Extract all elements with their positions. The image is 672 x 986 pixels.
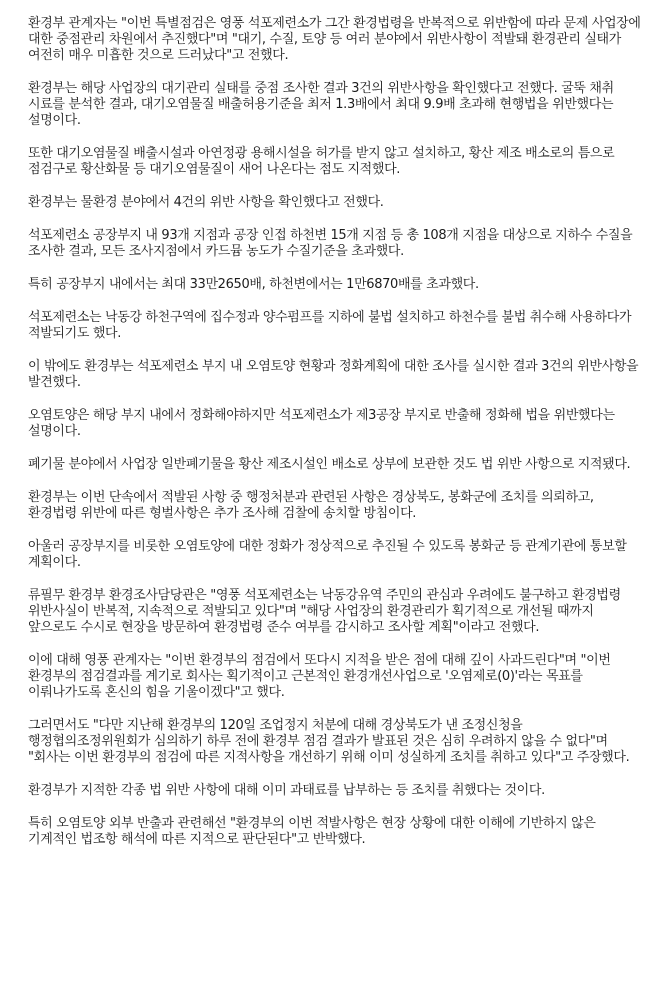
paragraph-5: 석포제련소 공장부지 내 93개 지점과 공장 인접 하천변 15개 지점 등 총 108개 지점을 대상으로 지하수 수질을 조사한 결과, 모든 조사지점에서 카드뮴 농도가 수질기준을 초과했다. xyxy=(28,228,633,259)
paragraph-14: 이에 대해 영풍 관계자는 "이번 환경부의 점검에서 또다시 지적을 받은 점에 대해 깊이 사과드린다"며 "이번 환경부의 점검결과를 계기로 회사는 획기적이고 근본적인 환경개선사업으로 '오염제로(0)'라는 목표를 이뤄나가도록 혼신의 힘을 기울이겠다"고 했다. xyxy=(28,653,611,700)
paragraph-15: 그러면서도 "다만 지난해 환경부의 120일 조업정지 처분에 대해 경상북도가 낸 조정신청을 행정협의조정위원회가 심의하기 하루 전에 환경부 점검 결과가 발표된 것은 심히 우려하지 않을 수 없다"며 "회사는 이번 환경부의 점검에 따른 지적사항을 개선하기 위해 이미 성실하게 조치를 취하고 있다"고 주장했다. xyxy=(28,718,630,765)
paragraph-3: 또한 대기오염물질 배출시설과 아연정광 용해시설을 허가를 받지 않고 설치하고, 황산 제조 배소로의 틈으로 점검구로 황산화물 등 대기오염물질이 새어 나온다는 점도 지적했다. xyxy=(28,146,615,177)
paragraph-8: 이 밖에도 환경부는 석포제련소 부지 내 오염토양 현황과 정화계획에 대한 조사를 실시한 결과 3건의 위반사항을 발견했다. xyxy=(28,359,639,390)
paragraph-16: 환경부가 지적한 각종 법 위반 사항에 대해 이미 과태료를 납부하는 등 조치를 취했다는 것이다. xyxy=(28,783,545,798)
paragraph-11: 환경부는 이번 단속에서 적발된 사항 중 행정처분과 관련된 사항은 경상북도, 봉화군에 조치를 의뢰하고, 환경법령 위반에 따른 형벌사항은 추가 조사해 검찰에 송치할 방침이다. xyxy=(28,490,594,521)
paragraph-9: 오염토양은 해당 부지 내에서 정화해야하지만 석포제련소가 제3공장 부지로 반출해 정화해 법을 위반했다는 설명이다. xyxy=(28,408,615,439)
paragraph-10: 폐기물 분야에서 사업장 일반폐기물을 황산 제조시설인 배소로 상부에 보관한 것도 법 위반 사항으로 지적됐다. xyxy=(28,457,631,472)
paragraph-17: 특히 오염토양 외부 반출과 관련해선 "환경부의 이번 적발사항은 현장 상황에 대한 이해에 기반하지 않은 기계적인 법조항 해석에 따른 지적으로 판단된다"고 반박했다. xyxy=(28,816,596,847)
paragraph-13: 류필무 환경부 환경조사담당관은 "영풍 석포제련소는 낙동강유역 주민의 관심과 우려에도 불구하고 환경법령 위반사실이 반복적, 지속적으로 적발되고 있다"며 "해당 사업장의 환경관리가 획기적으로 개선될 때까지 앞으로도 수시로 현장을 방문하여 환경법령 준수 여부를 감시하고 조사할 계획"이라고 전했다. xyxy=(28,588,621,635)
paragraph-2: 환경부는 해당 사업장의 대기관리 실태를 중점 조사한 결과 3건의 위반사항을 확인했다고 전했다. 굴뚝 채취 시료를 분석한 결과, 대기오염물질 배출허용기준을 최저 1.3배에서 최대 9.9배 초과해 현행법을 위반했다는 설명이다. xyxy=(28,81,614,128)
paragraph-4: 환경부는 물환경 분야에서 4건의 위반 사항을 확인했다고 전했다. xyxy=(28,195,384,210)
paragraph-1: 환경부 관계자는 "이번 특별점검은 영풍 석포제련소가 그간 환경법령을 반복적으로 위반함에 따라 문제 사업장에 대한 중점관리 차원에서 추진했다"며 "대기, 수질, 토양 등 여러 분야에서 위반사항이 적발돼 환경관리 실태가 여전히 매우 미흡한 것으로 드러났다"고 전했다. xyxy=(28,16,641,63)
paragraph-12: 아울러 공장부지를 비롯한 오염토양에 대한 정화가 정상적으로 추진될 수 있도록 봉화군 등 관계기관에 통보할 계획이다. xyxy=(28,539,627,570)
paragraph-6: 특히 공장부지 내에서는 최대 33만2650배, 하천변에서는 1만6870배를 초과했다. xyxy=(28,277,479,292)
paragraph-7: 석포제련소는 낙동강 하천구역에 집수정과 양수펌프를 지하에 불법 설치하고 하천수를 불법 취수해 사용하다가 적발되기도 했다. xyxy=(28,310,632,341)
article-body xyxy=(28,16,646,865)
